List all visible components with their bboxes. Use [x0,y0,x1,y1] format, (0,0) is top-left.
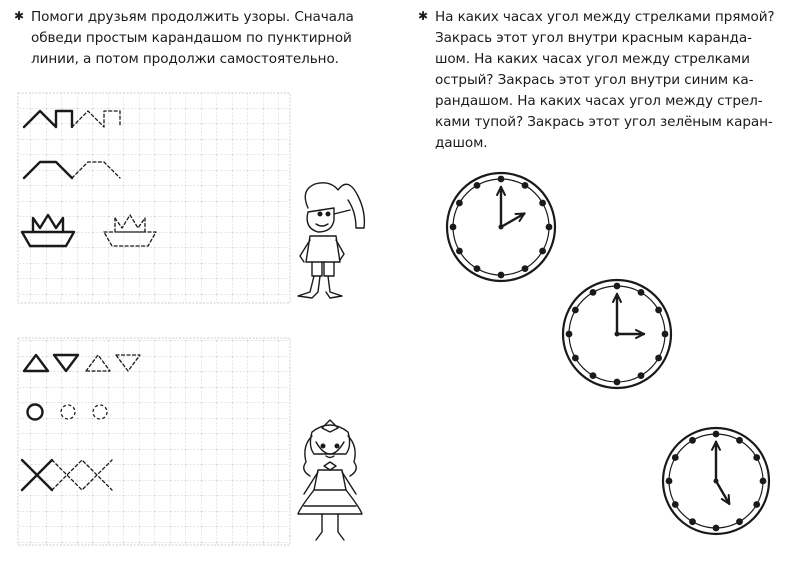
clock-top [447,173,555,281]
hour-dot [456,248,463,255]
hour-dot [638,289,645,296]
hour-dot [450,224,457,231]
clock-center-pin [499,225,504,230]
right-task-line-7: дашом. [435,135,488,151]
hour-dot [590,372,597,379]
left-task-line-2: обведи простым карандашом по пунктирной [31,30,352,46]
hour-dot [614,379,621,386]
hour-dot [713,525,720,532]
star-bullet-icon: ✱ [418,9,428,23]
right-task-line-2: Закрась этот угол внутри красным каранда- [435,30,752,46]
left-task-line-1: ✱ Помоги друзьям продолжить узоры. Сначала [14,6,374,28]
left-task-line-3: линии, а потом продолжи самостоятельно. [31,51,339,67]
right-task-line-1: ✱ На каких часах угол между стрелками прямой? [418,6,790,28]
right-task-line-5: рандашом. На каких часах угол между стрел- [435,93,763,109]
hour-dot [539,200,546,207]
hour-dot [474,182,481,189]
right-task-line-3: шом. На каких часах угол между стрелками [435,51,750,67]
hour-dot [655,307,662,314]
hour-dot [689,437,696,444]
hour-dot [666,478,673,485]
hour-dot [614,283,621,290]
hour-dot [456,200,463,207]
hour-dot [522,265,529,272]
pinocchio-boy [298,183,364,298]
pattern-grid-bottom [18,338,290,545]
hour-dot [638,372,645,379]
hour-dot [566,331,573,338]
hour-dot [474,265,481,272]
clock-middle [563,280,671,388]
hour-dot [672,454,679,461]
hour-dot [713,431,720,438]
hour-dot [736,518,743,525]
girl-with-bow [298,420,362,540]
hour-dot [760,478,767,485]
hour-dot [736,437,743,444]
hour-dot [655,355,662,362]
right-task-line-4: острый? Закрась этот угол внутри синим ка- [435,72,754,88]
star-bullet-icon: ✱ [14,9,24,23]
pattern-grid-top [18,93,290,303]
clock-center-pin [615,332,620,337]
hour-dot [590,289,597,296]
hour-dot [498,272,505,279]
hour-dot [672,501,679,508]
hour-dot [522,182,529,189]
hour-dot [753,454,760,461]
hour-dot [572,307,579,314]
clock-bottom [663,428,769,534]
hour-dot [546,224,553,231]
right-task-line-6: ками тупой? Закрась этот угол зелёным каран- [435,114,773,130]
hour-dot [498,176,505,183]
hour-dot [572,355,579,362]
hour-dot [753,501,760,508]
hour-dot [689,518,696,525]
hour-dot [662,331,669,338]
clock-center-pin [714,479,719,484]
hour-dot [539,248,546,255]
